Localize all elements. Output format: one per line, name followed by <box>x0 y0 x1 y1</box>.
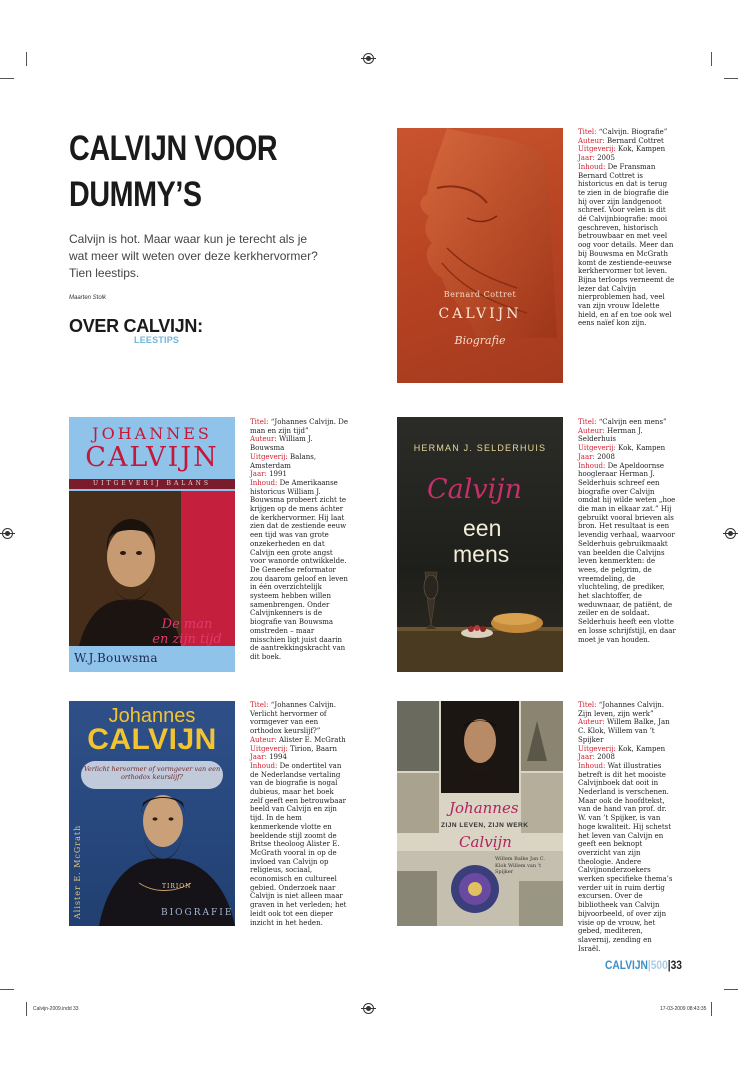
label-author: Auteur: <box>578 136 605 145</box>
article-author: Maarten Stolk <box>69 295 107 301</box>
cover-top: Johannes <box>108 705 196 727</box>
crop-mark <box>724 78 738 79</box>
cover-title: CALVIJN <box>438 306 522 322</box>
cover-title-1: Johannes <box>449 799 519 817</box>
label-content: Inhoud: <box>578 461 606 470</box>
value-title: “Johannes Calvijn. De man en zijn tijd” <box>250 418 348 435</box>
cover-author: HERMAN J. SELDERHUIS <box>413 443 547 453</box>
registration-mark-top <box>363 53 374 64</box>
book-info-balke <box>578 701 676 953</box>
label-publisher: Uitgeverij: <box>578 145 616 154</box>
label-title: Titel: <box>250 701 269 709</box>
headline-line-1: CALVIJN VOOR <box>69 129 278 168</box>
label-year: Jaar: <box>250 753 267 762</box>
label-author: Auteur: <box>578 426 605 435</box>
value-year: 2008 <box>594 753 615 762</box>
footer-brand-number: 500 <box>650 958 668 972</box>
value-year: 1991 <box>266 470 287 479</box>
cover-subtitle <box>141 617 233 647</box>
cover-title: Calvijn <box>427 474 523 505</box>
book-cover-mcgrath <box>69 701 235 926</box>
label-title: Titel: <box>250 418 269 426</box>
label-content: Inhoud: <box>578 761 606 770</box>
crop-mark <box>711 52 712 66</box>
registration-mark-right <box>725 528 736 539</box>
value-publisher: Kok, Kampen <box>615 744 666 753</box>
cover-subtitle-line-1: De man <box>161 617 213 632</box>
portrait-image <box>99 783 235 926</box>
label-year: Jaar: <box>578 753 595 762</box>
value-author: Willem Balke, Jan C. Klok, Willem van ’t Spijker <box>578 718 670 744</box>
cover-subtitle: Verlicht hervormer of vormgever van een orthodox keurslijf? <box>83 765 221 781</box>
value-publisher: Tirion, Baarn <box>287 744 338 753</box>
book-cover-bouwsma <box>69 417 235 672</box>
value-publisher: Kok, Kampen <box>615 444 666 453</box>
crop-mark <box>0 989 14 990</box>
label-year: Jaar: <box>578 452 595 461</box>
value-year: 2008 <box>594 452 615 461</box>
still-life-image <box>397 567 563 672</box>
crop-mark <box>26 1002 27 1016</box>
label-content: Inhoud: <box>250 478 278 487</box>
value-content: De Apeldoornse hoogleraar Herman J. Selderhuis schreef een biografie over Calvijn omdat hij wilde weten „hoe die man in elkaar zat.” Hij gebruikt vooral brieven als bron. Het resultaat is een levendig verhaal, waarvoor Selderhuis gebruikmaakt van beelden die Calvijns leven kenmerkten: de wees, de pelgrim, de vreemdeling, de vluchteling, de prediker, het slachtoffer, de weduwnaar, de patiënt, de zeiler en de soldaat. Selderhuis heeft een vlotte en losse schrijfstijl, en daar moet je van houden. <box>578 461 676 644</box>
value-content: De Amerikaanse historicus William J. Bouwsma probeert zicht te krijgen op de mens áchter de kerkhervormer. Hij laat zien dat de zestiende eeuw een tijd was van grote onzekerheden en dat Calvijn een grote angst voor wanorde ontwikkelde. De Geneefse reformator zou daarom geloof en leven in één overzichtelijk systeem hebben willen samenbrengen. Onder Calvijnkenners is de biografie van Bouwsma omstreden – maar misschien ligt juist daarin de aantrekkingskracht van dit boek. <box>250 478 348 661</box>
value-title: “Johannes Calvijn. Zijn leven, zijn werk” <box>578 701 664 718</box>
value-title: “Calvijn een mens” <box>596 418 667 426</box>
page-headline <box>69 126 282 218</box>
headline-line-2: DUMMY’S <box>69 175 202 214</box>
footer-brand-name: CALVIJN <box>605 958 648 972</box>
book-cover-cottret <box>397 128 563 383</box>
cover-title: CALVIJN <box>85 442 219 473</box>
book-info-bouwsma <box>250 418 348 662</box>
cover-subtitle: Biografie <box>454 334 506 347</box>
value-author: Herman J. Selderhuis <box>578 426 643 444</box>
value-author: William J. Bouwsma <box>250 435 313 453</box>
label-content: Inhoud: <box>250 761 278 770</box>
crop-mark <box>711 1002 712 1016</box>
cover-authors: Willem Balke Jan C. Klok Willem van 't Spijker <box>495 856 546 875</box>
crop-mark <box>724 989 738 990</box>
book-info-selderhuis <box>578 418 676 644</box>
cover-label: BIOGRAFIE <box>161 908 234 918</box>
value-content: De Fransman Bernard Cottret is historicus en dat is terug te zien in de biografie die hij over zijn landgenoot schreef. Voor velen is dit dé Calvijnbiografie: mooi geschreven, historisch betrouwbaar en met veel oog voor details. Meer dan bij Bouwsma en McGrath komt de zestiende-eeuwse kerkhervormer tot leven. Bijna terloops verneemt de lezer dat Calvijn nierproblemen had, veel van zijn vrouw Idelette hield, en af en toe ook wel eens naïef kon zijn. <box>578 162 675 328</box>
registration-mark-left <box>2 528 13 539</box>
crop-mark <box>26 52 27 66</box>
value-title: “Johannes Calvijn. Verlicht hervormer of vormgever van een orthodox keurslijf?” <box>250 701 336 736</box>
label-publisher: Uitgeverij: <box>250 452 288 461</box>
label-content: Inhoud: <box>578 162 606 171</box>
label-author: Auteur: <box>250 435 277 444</box>
crop-mark <box>0 78 14 79</box>
value-year: 1994 <box>266 753 287 762</box>
book-cover-balke <box>397 701 563 926</box>
section-subtitle: LEESTIPS <box>134 335 180 345</box>
cover-subtitle: ZIJN LEVEN, ZIJN WERK <box>441 822 529 829</box>
slug-filename: Calvijn-2009.indd 33 <box>33 1006 79 1012</box>
footer-separator-2: | <box>667 958 671 972</box>
value-author: Alister E. McGrath <box>276 735 346 744</box>
cover-subtitle-2: mens <box>453 541 510 567</box>
cover-title-2: Calvijn <box>459 833 512 851</box>
book-info-mcgrath <box>250 701 348 927</box>
label-publisher: Uitgeverij: <box>578 444 616 453</box>
section-title: OVER CALVIJN: <box>69 316 203 336</box>
value-content: De ondertitel van de Nederlandse vertaling van de biografie is nogal dubieus, maar het boek zelf geeft een betrouwbaar beeld van Calvijn en zijn tijd. In de hem kenmerkende vlotte en beeldende stijl zoomt de Britse theoloog Alister E. McGrath vooral in op de invloed van Calvijn op religieus, sociaal, economisch en cultureel gebied. Onderzoek naar Calvijn is niet alleen maar graven in het verleden; het leidt ook tot een dieper inzicht in het heden. <box>250 761 347 927</box>
label-title: Titel: <box>578 418 597 426</box>
cover-publisher: TIRION <box>162 883 192 890</box>
label-author: Auteur: <box>250 735 277 744</box>
slug-timestamp: 17-03-2009 08:43:35 <box>660 1006 707 1012</box>
value-author: Bernard Cottret <box>604 136 664 145</box>
footer-brand <box>605 958 682 972</box>
cover-author: W.J.Bouwsma <box>74 651 158 665</box>
cover-publisher: UITGEVERIJ BALANS <box>69 479 235 489</box>
label-publisher: Uitgeverij: <box>250 744 288 753</box>
label-year: Jaar: <box>250 470 267 479</box>
cover-author: Bernard Cottret <box>443 290 517 299</box>
page-number: 33 <box>670 958 682 972</box>
value-content: Wat illustraties betreft is dit het mooiste Calvijnboek dat ooit in Nederland is verschenen. Maar ook de hoofdtekst, van de hand van prof. dr. W. van ’t Spijker, is van hoge kwaliteit. Hij schetst het leven van Calvijn en geeft een beknopt overzicht van zijn theologie. Andere Calvijnonderzoekers werken specifieke thema’s verder uit in ruim dertig excursen. Over de bibliotheek van Calvijn bijvoorbeeld, of over zijn visie op de vrouw, het gebed, mediteren, slavernij, zending en Israël. <box>578 761 673 953</box>
label-title: Titel: <box>578 128 597 136</box>
value-year: 2005 <box>594 154 615 163</box>
cover-author: Alister E. McGrath <box>73 824 82 919</box>
label-year: Jaar: <box>578 154 595 163</box>
label-author: Auteur: <box>578 718 605 727</box>
intro-text: Calvijn is hot. Maar waar kun je terecht als je wat meer wilt weten over deze kerkhervormer? Tien leestips. <box>69 232 318 280</box>
label-publisher: Uitgeverij: <box>578 744 616 753</box>
book-info-cottret <box>578 128 676 328</box>
cover-subtitle-1: een <box>463 515 502 541</box>
value-title: “Calvijn. Biografie” <box>596 128 668 136</box>
cover-subtitle-line-2: en zijn tijd <box>152 632 222 647</box>
cover-top: JOHANNES <box>92 424 212 443</box>
cover-title: CALVIJN <box>87 723 217 756</box>
value-publisher: Balans, Amsterdam <box>250 452 317 470</box>
registration-mark-bottom <box>363 1003 374 1014</box>
label-title: Titel: <box>578 701 597 709</box>
footer-separator: | <box>647 958 651 972</box>
book-cover-selderhuis <box>397 417 563 672</box>
value-publisher: Kok, Kampen <box>615 145 666 154</box>
